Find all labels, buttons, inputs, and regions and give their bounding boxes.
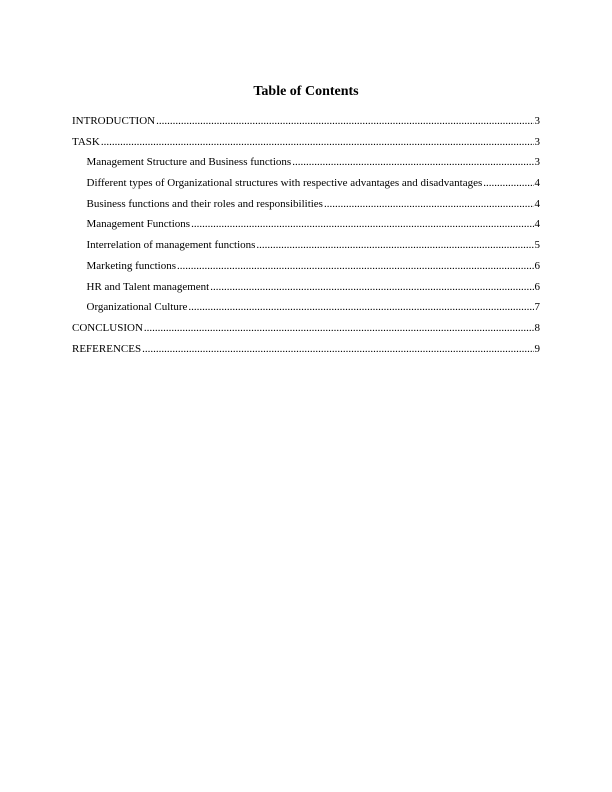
toc-title: Table of Contents bbox=[253, 84, 359, 99]
toc-page-number: 4 bbox=[534, 218, 540, 231]
toc-dot-leader bbox=[144, 321, 534, 335]
toc-entry-text: HR and Talent management bbox=[86, 280, 210, 293]
toc-entry-business-functions-roles[interactable] bbox=[72, 197, 540, 218]
toc-entry-text: Management Structure and Business functions bbox=[86, 156, 292, 169]
toc-entry-marketing-functions[interactable] bbox=[72, 259, 540, 280]
toc-dot-leader bbox=[177, 259, 533, 273]
toc-entry-conclusion[interactable] bbox=[72, 321, 540, 342]
toc-entry-hr-talent[interactable] bbox=[72, 280, 540, 301]
toc-page-number: 3 bbox=[534, 135, 540, 148]
toc-entry-text: INTRODUCTION bbox=[72, 115, 156, 127]
toc-entry-text: TASK bbox=[72, 135, 100, 148]
toc-page-number: 3 bbox=[534, 115, 540, 127]
toc-entry-organizational-structures[interactable] bbox=[72, 176, 540, 197]
toc-entry-text: Different types of Organizational structures with respective advantages and disadvantages bbox=[86, 177, 483, 190]
toc-entry-management-structure[interactable] bbox=[72, 155, 540, 176]
toc-dot-leader bbox=[156, 114, 533, 128]
toc-dot-leader bbox=[292, 155, 533, 169]
toc-dot-leader bbox=[191, 217, 533, 231]
toc-entry-organizational-culture[interactable] bbox=[72, 300, 540, 321]
toc-entry-text: Marketing functions bbox=[86, 259, 177, 272]
toc-entry-text: Interrelation of management functions bbox=[86, 239, 256, 252]
toc-page-number: 8 bbox=[534, 321, 540, 334]
toc-page-number: 7 bbox=[534, 301, 540, 314]
toc-entry-text: Business functions and their roles and responsibilities bbox=[86, 197, 323, 210]
toc-page-number: 6 bbox=[534, 259, 540, 272]
toc-dot-leader bbox=[483, 176, 533, 190]
toc-entry-text: Organizational Culture bbox=[86, 301, 188, 314]
toc-page-number: 4 bbox=[534, 197, 540, 210]
toc-entry-interrelation[interactable] bbox=[72, 238, 540, 259]
toc-dot-leader bbox=[101, 135, 534, 149]
toc-page-number: 3 bbox=[534, 156, 540, 169]
toc-dot-leader bbox=[324, 197, 534, 211]
toc-entry-introduction[interactable] bbox=[72, 114, 540, 135]
toc-list bbox=[72, 114, 540, 362]
toc-entry-text: REFERENCES bbox=[72, 342, 142, 355]
toc-page-number: 6 bbox=[534, 280, 540, 293]
toc-entry-management-functions[interactable] bbox=[72, 217, 540, 238]
toc-dot-leader bbox=[142, 342, 533, 356]
toc-dot-leader bbox=[256, 238, 533, 252]
toc-page-number: 4 bbox=[534, 177, 540, 190]
toc-dot-leader bbox=[188, 300, 533, 314]
toc-dot-leader bbox=[210, 280, 533, 294]
toc-entry-text: CONCLUSION bbox=[72, 321, 143, 334]
toc-entry-task[interactable] bbox=[72, 135, 540, 156]
toc-page-number: 5 bbox=[534, 239, 540, 252]
toc-entry-text: Management Functions bbox=[86, 218, 191, 231]
toc-page-number: 9 bbox=[534, 342, 540, 355]
toc-entry-references[interactable] bbox=[72, 342, 540, 363]
